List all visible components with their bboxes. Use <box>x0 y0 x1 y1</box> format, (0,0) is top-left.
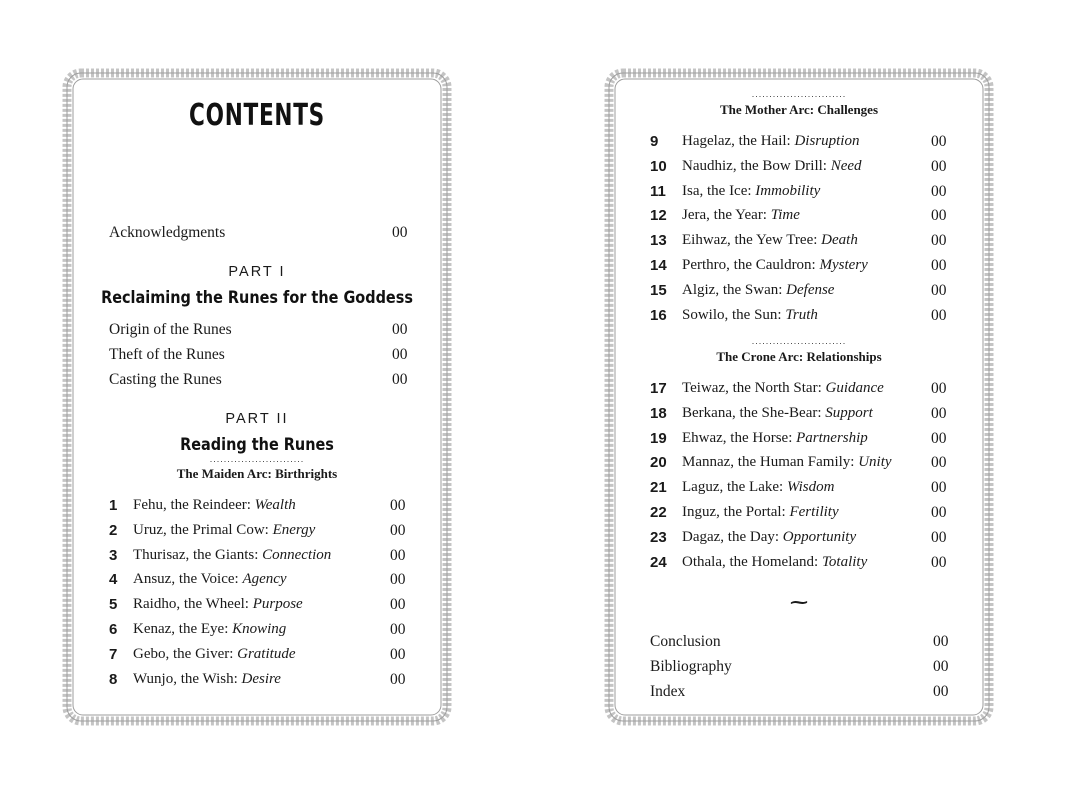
rune-name: Eihwaz, the Yew Tree: <box>682 232 822 249</box>
part-1-label: PART I <box>228 264 286 280</box>
rune-number: 9 <box>650 133 659 150</box>
entry-page: 00 <box>933 633 949 650</box>
rune-name: Fehu, the Reindeer: <box>133 497 255 513</box>
entry-page: 00 <box>390 596 406 614</box>
rune-number: 11 <box>650 182 666 200</box>
rune-number: 8 <box>109 670 118 688</box>
rune-title <box>133 621 286 638</box>
rune-number: 16 <box>650 306 667 324</box>
rune-name: Jera, the Year: <box>682 207 771 224</box>
rune-title <box>682 232 858 249</box>
entry-page: 00 <box>392 346 408 363</box>
rune-name: Wunjo, the Wish: <box>133 670 242 687</box>
rune-title <box>682 158 862 175</box>
entry-page: 00 <box>390 521 406 539</box>
rune-theme: Defense <box>786 281 835 298</box>
rune-name: Mannaz, the Human Family: <box>682 454 859 471</box>
rune-title <box>682 207 800 224</box>
rune-name: Ehwaz, the Horse: <box>682 429 797 446</box>
entry-label: Origin of the Runes <box>109 321 232 338</box>
rune-theme: Mystery <box>819 257 868 273</box>
rune-number: 6 <box>109 621 118 638</box>
rune-number: 3 <box>109 546 118 564</box>
entry-page: 00 <box>931 182 947 200</box>
rune-theme: Energy <box>272 521 316 538</box>
rune-name: Isa, the Ice: <box>682 182 756 199</box>
entry-page: 00 <box>933 683 949 700</box>
rune-title <box>133 596 303 613</box>
rune-theme: Desire <box>241 670 281 687</box>
rune-title <box>133 671 281 688</box>
rune-theme: Connection <box>262 546 332 563</box>
rune-name: Hagelaz, the Hail: <box>682 133 795 149</box>
wave-ornament-icon: ⁓ <box>790 592 808 612</box>
dotted-divider: ........................... <box>751 336 847 346</box>
rune-theme: Fertility <box>789 504 839 520</box>
rune-title <box>133 571 287 588</box>
rune-name: Algiz, the Swan: <box>682 281 787 298</box>
rune-theme: Gratitude <box>237 645 296 662</box>
rune-name: Thurisaz, the Giants: <box>133 546 263 563</box>
entry-page: 00 <box>390 670 406 688</box>
entry-page: 00 <box>931 553 947 571</box>
rune-name: Inguz, the Portal: <box>682 504 790 520</box>
rune-name: Laguz, the Lake: <box>682 479 787 496</box>
entry-page: 00 <box>390 497 406 514</box>
entry-page: 00 <box>390 546 406 564</box>
rune-number: 4 <box>109 571 118 589</box>
entry-label: Conclusion <box>650 633 721 650</box>
rune-number: 7 <box>109 645 118 663</box>
rune-title <box>682 257 868 274</box>
entry-label: Index <box>650 683 686 700</box>
entry-page: 00 <box>931 232 947 250</box>
rune-number: 14 <box>650 257 667 274</box>
rune-theme: Support <box>825 404 873 421</box>
rune-name: Kenaz, the Eye: <box>133 621 233 637</box>
rune-name: Naudhiz, the Bow Drill: <box>682 157 831 174</box>
rune-name: Dagaz, the Day: <box>682 528 783 545</box>
rune-title <box>133 547 331 564</box>
rune-number: 19 <box>650 429 667 447</box>
entry-label: Acknowledgments <box>109 224 226 241</box>
entry-page: 00 <box>390 621 406 638</box>
rune-number: 10 <box>650 157 667 175</box>
entry-page: 00 <box>931 133 947 150</box>
dotted-divider: ........................... <box>209 454 305 464</box>
rune-name: Othala, the Homeland: <box>682 553 822 570</box>
rune-name: Ansuz, the Voice: <box>133 571 243 588</box>
rune-title <box>682 405 873 422</box>
rune-theme: Partnership <box>796 429 868 446</box>
rune-title <box>682 454 892 471</box>
rune-title <box>682 380 884 397</box>
rune-name: Gebo, the Giver: <box>133 645 238 662</box>
entry-page: 00 <box>933 658 949 675</box>
rune-theme: Opportunity <box>782 528 857 545</box>
rune-name: Uruz, the Primal Cow: <box>133 521 273 538</box>
part-2-label: PART II <box>225 411 289 427</box>
rune-number: 18 <box>650 404 667 422</box>
rune-title <box>682 504 839 521</box>
rune-title <box>682 183 820 200</box>
entry-page: 00 <box>931 479 947 497</box>
entry-page: 00 <box>931 207 947 225</box>
dotted-divider: ........................... <box>751 89 847 99</box>
crone-arc-title: The Crone Arc: Relationships <box>716 349 882 364</box>
rune-name: Berkana, the She-Bear: <box>682 404 826 421</box>
rune-theme: Time <box>770 207 800 224</box>
rune-title <box>133 646 295 663</box>
rune-theme: Guidance <box>825 380 884 396</box>
entry-label: Casting the Runes <box>109 371 222 388</box>
rune-number: 20 <box>650 454 667 472</box>
rune-theme: Wisdom <box>786 479 835 496</box>
rune-number: 17 <box>650 380 667 397</box>
entry-page: 00 <box>931 157 947 175</box>
rune-title <box>133 497 296 514</box>
entry-page: 00 <box>931 454 947 472</box>
rune-theme: Wealth <box>254 497 296 513</box>
entry-page: 00 <box>931 504 947 521</box>
rune-number: 21 <box>650 479 667 497</box>
rune-theme: Agency <box>242 571 287 588</box>
rune-theme: Knowing <box>232 621 287 637</box>
rune-name: Perthro, the Cauldron: <box>682 257 820 273</box>
part-1-title: Reclaiming the Runes for the Goddess <box>101 288 413 308</box>
right-page <box>604 68 994 726</box>
rune-title <box>682 430 868 447</box>
rune-number: 2 <box>109 521 118 539</box>
rune-name: Sowilo, the Sun: <box>682 306 786 323</box>
entry-page: 00 <box>931 404 947 422</box>
maiden-arc-title: The Maiden Arc: Birthrights <box>176 466 338 481</box>
part-2-title: Reading the Runes <box>180 435 334 455</box>
mother-arc-title: The Mother Arc: Challenges <box>719 102 879 117</box>
entry-page: 00 <box>931 380 947 397</box>
entry-page: 00 <box>392 371 408 388</box>
rune-title <box>682 554 867 571</box>
rune-theme: Purpose <box>252 596 303 613</box>
rune-theme: Death <box>821 232 858 249</box>
rune-number: 13 <box>650 232 667 250</box>
rune-title <box>682 282 834 299</box>
entry-page: 00 <box>392 224 408 241</box>
rune-theme: Truth <box>785 306 818 323</box>
rune-number: 22 <box>650 504 667 521</box>
left-page <box>62 68 452 726</box>
rune-theme: Need <box>830 157 862 174</box>
rune-title <box>682 133 859 150</box>
entry-page: 00 <box>931 257 947 274</box>
entry-page: 00 <box>931 429 947 447</box>
rune-name: Teiwaz, the North Star: <box>682 380 826 396</box>
entry-page: 00 <box>392 321 408 338</box>
rune-number: 12 <box>650 207 667 225</box>
rune-title <box>682 529 856 546</box>
rune-title <box>682 307 818 324</box>
rune-theme: Immobility <box>755 182 821 199</box>
contents-heading: CONTENTS <box>189 98 325 133</box>
rune-number: 1 <box>109 497 118 514</box>
rune-name: Raidho, the Wheel: <box>133 596 253 613</box>
rune-number: 15 <box>650 281 667 299</box>
rune-theme: Unity <box>858 454 892 471</box>
rune-theme: Disruption <box>794 133 860 149</box>
entry-page: 00 <box>390 645 406 663</box>
entry-page: 00 <box>931 528 947 546</box>
entry-label: Bibliography <box>650 658 732 675</box>
rune-theme: Totality <box>821 553 868 570</box>
rune-number: 5 <box>109 596 118 614</box>
rune-number: 23 <box>650 528 667 546</box>
rune-number: 24 <box>650 553 667 571</box>
rune-title <box>682 479 834 496</box>
entry-page: 00 <box>931 306 947 324</box>
rune-title <box>133 522 315 539</box>
entry-label: Theft of the Runes <box>109 346 225 363</box>
entry-page: 00 <box>931 281 947 299</box>
entry-page: 00 <box>390 571 406 589</box>
